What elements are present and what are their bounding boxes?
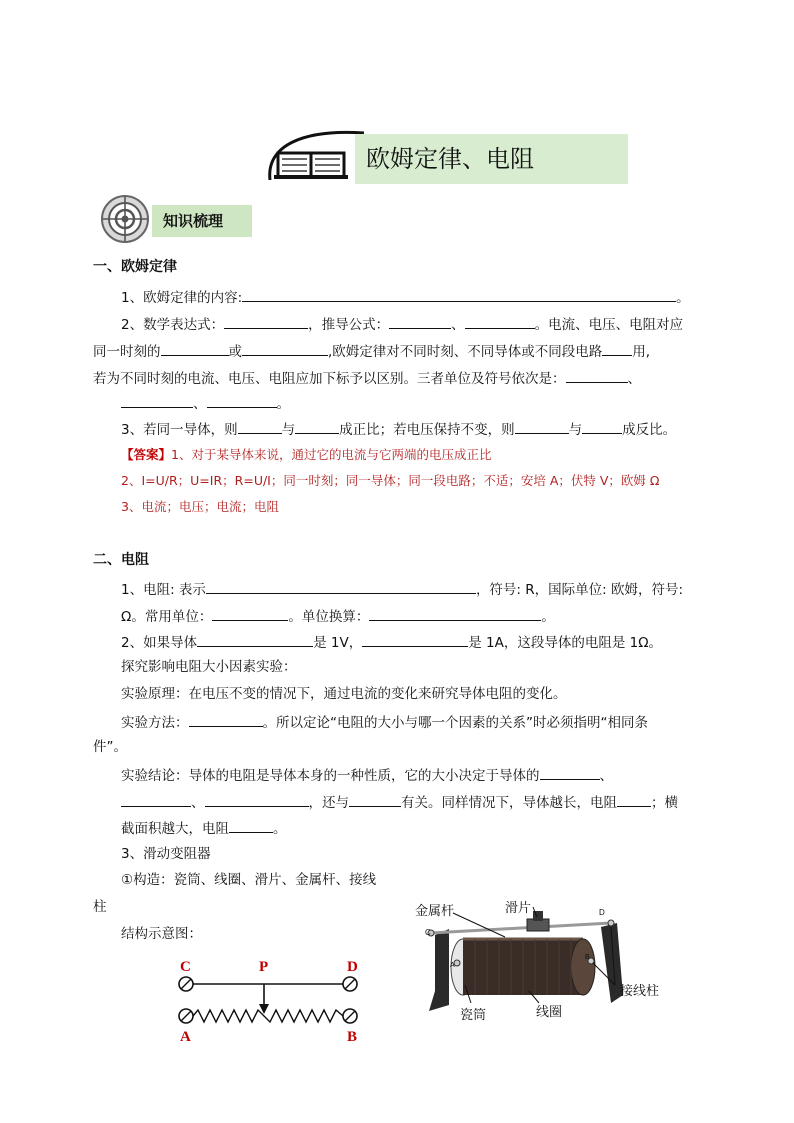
text: 1、电阻: 表示 <box>121 582 206 598</box>
terminal-C <box>179 977 193 991</box>
text: Ω。常用单位： <box>121 609 213 625</box>
s2-line-4: 探究影响电阻大小因素实验： <box>121 659 297 675</box>
text: 或 <box>228 344 242 360</box>
answer-tag: 【答案】 <box>121 447 172 462</box>
s2-line-2 <box>121 606 555 626</box>
blank <box>582 419 622 434</box>
s2-line-10 <box>121 818 287 838</box>
section-1-heading: 一、欧姆定律 <box>93 259 177 275</box>
blank <box>242 341 328 356</box>
answer-line-1 <box>121 446 491 464</box>
text: 是 1V， <box>313 635 363 651</box>
text: 。 <box>541 609 555 625</box>
s2-line-5: 实验原理：在电压不变的情况下，通过电流的变化来研究导体电阻的变化。 <box>121 686 567 702</box>
blank <box>121 792 191 807</box>
s1-line-5 <box>121 393 290 413</box>
text: ，推导公式： <box>308 317 390 333</box>
label-terminal: 接线柱 <box>620 984 660 999</box>
answer-text: 1、对于某导体来说，通过它的电流与它两端的电压成正比 <box>171 447 492 462</box>
text: 若为不同时刻的电流、电压、电阻应加下标予以区别。三者单位及符号依次是： <box>93 371 566 387</box>
answer-line-2: 2、I=U/R；U=IR；R=U/I；同一时刻；同一导体；同一段电路；不适；安培 A；伏特 V；欧姆 Ω <box>121 473 660 488</box>
section-2-heading: 二、电阻 <box>93 552 149 568</box>
blank <box>566 368 628 383</box>
text: 。单位换算： <box>288 609 370 625</box>
s1-line-6 <box>121 419 676 439</box>
text: 、 <box>193 396 207 412</box>
photo-label-D: D <box>599 908 605 917</box>
s2-line-3 <box>121 632 662 652</box>
text: 、 <box>191 795 205 811</box>
section-label: 知识梳理 <box>163 212 224 230</box>
text: 是 1A，这段导体的电阻是 1Ω。 <box>468 635 663 651</box>
s1-line-3 <box>93 341 650 361</box>
blank <box>207 393 277 408</box>
text: 2、如果导体 <box>121 635 198 651</box>
photo-label-A: A <box>450 962 455 969</box>
text: 有关。同样情况下，导体越长，电阻 <box>401 795 617 811</box>
blank <box>349 792 401 807</box>
label-porcelain: 瓷筒 <box>460 1008 487 1023</box>
text: ；横 <box>651 795 678 811</box>
blank <box>206 579 476 594</box>
blank <box>224 314 308 329</box>
text: ，还与 <box>308 795 349 811</box>
blank <box>161 341 229 356</box>
text: 成正比；若电压保持不变，则 <box>339 422 515 438</box>
page-title: 欧姆定律、电阻 <box>366 145 534 173</box>
s2-line-11: 3、滑动变阻器 <box>121 846 211 862</box>
text: 同一时刻的 <box>93 344 161 360</box>
s2-line-6 <box>121 712 648 732</box>
rheostat-schematic <box>170 954 370 1046</box>
terminal-B <box>343 1009 357 1023</box>
text: 、 <box>627 371 641 387</box>
text: 用, <box>632 344 651 360</box>
s2-line-8 <box>121 765 613 785</box>
text: 。 <box>676 290 690 306</box>
blank <box>540 765 600 780</box>
terminal-A <box>179 1009 193 1023</box>
blank <box>197 632 313 647</box>
blank <box>121 393 193 408</box>
blank <box>238 419 282 434</box>
blank <box>515 419 569 434</box>
blank <box>242 287 676 302</box>
answer-line-3: 3、电流；电压；电流；电阻 <box>121 499 279 514</box>
target-icon <box>97 193 159 245</box>
blank <box>617 792 651 807</box>
text: 3、若同一导体，则 <box>121 422 238 438</box>
text: 实验结论：导体的电阻是导体本身的一种性质，它的大小决定于导体的 <box>121 768 540 784</box>
blank <box>602 341 632 356</box>
s2-line-9 <box>121 792 678 812</box>
s1-line-1 <box>121 287 690 307</box>
s1-line-4 <box>93 368 641 388</box>
s2-line-1 <box>121 579 683 599</box>
blank <box>295 419 339 434</box>
text: 。电流、电压、电阻对应 <box>534 317 684 333</box>
text: 实验方法： <box>121 715 189 731</box>
text: 与 <box>281 422 296 438</box>
text: ，符号: R，国际单位: 欧姆，符号: <box>475 582 684 598</box>
text: 成反比。 <box>622 422 677 438</box>
label-D: D <box>347 959 358 975</box>
text: 、 <box>599 768 613 784</box>
text: 1、欧姆定律的内容: <box>121 290 243 306</box>
s2-line-12: ①构造：瓷筒、线圈、滑片、金属杆、接线 <box>121 872 377 888</box>
photo-label-C: C <box>425 928 431 937</box>
text: 截面积越大，电阻 <box>121 821 229 837</box>
label-P: P <box>259 959 269 975</box>
label-A: A <box>180 1029 191 1045</box>
terminal-D <box>343 977 357 991</box>
text: 2、数学表达式： <box>121 317 225 333</box>
s2-line-14: 结构示意图： <box>121 926 202 942</box>
blank <box>369 606 541 621</box>
photo-label-B: B <box>585 954 590 961</box>
blank <box>389 314 451 329</box>
text: 与 <box>568 422 583 438</box>
label-B: B <box>347 1029 358 1045</box>
blank <box>189 712 263 727</box>
text: 。 <box>276 396 290 412</box>
s2-line-13: 柱 <box>93 899 107 915</box>
label-metal-rod: 金属杆 <box>415 904 455 919</box>
label-C: C <box>180 959 191 975</box>
resistor-coil <box>193 1010 343 1022</box>
s2-line-7: 件”。 <box>93 739 127 755</box>
text: 。所以定论“电阻的大小与哪一个因素的关系”时必须指明“相同条 <box>262 715 648 731</box>
s1-line-2 <box>121 314 683 334</box>
blank <box>229 818 273 833</box>
blank <box>362 632 468 647</box>
label-coil: 线圈 <box>536 1005 563 1020</box>
blank <box>465 314 535 329</box>
text: 。 <box>273 821 287 837</box>
blank <box>205 792 309 807</box>
label-slider: 滑片 <box>505 901 532 916</box>
text: 、 <box>451 317 465 333</box>
text: ,欧姆定律对不同时刻、不同导体或不同段电路 <box>328 344 603 360</box>
blank <box>212 606 288 621</box>
